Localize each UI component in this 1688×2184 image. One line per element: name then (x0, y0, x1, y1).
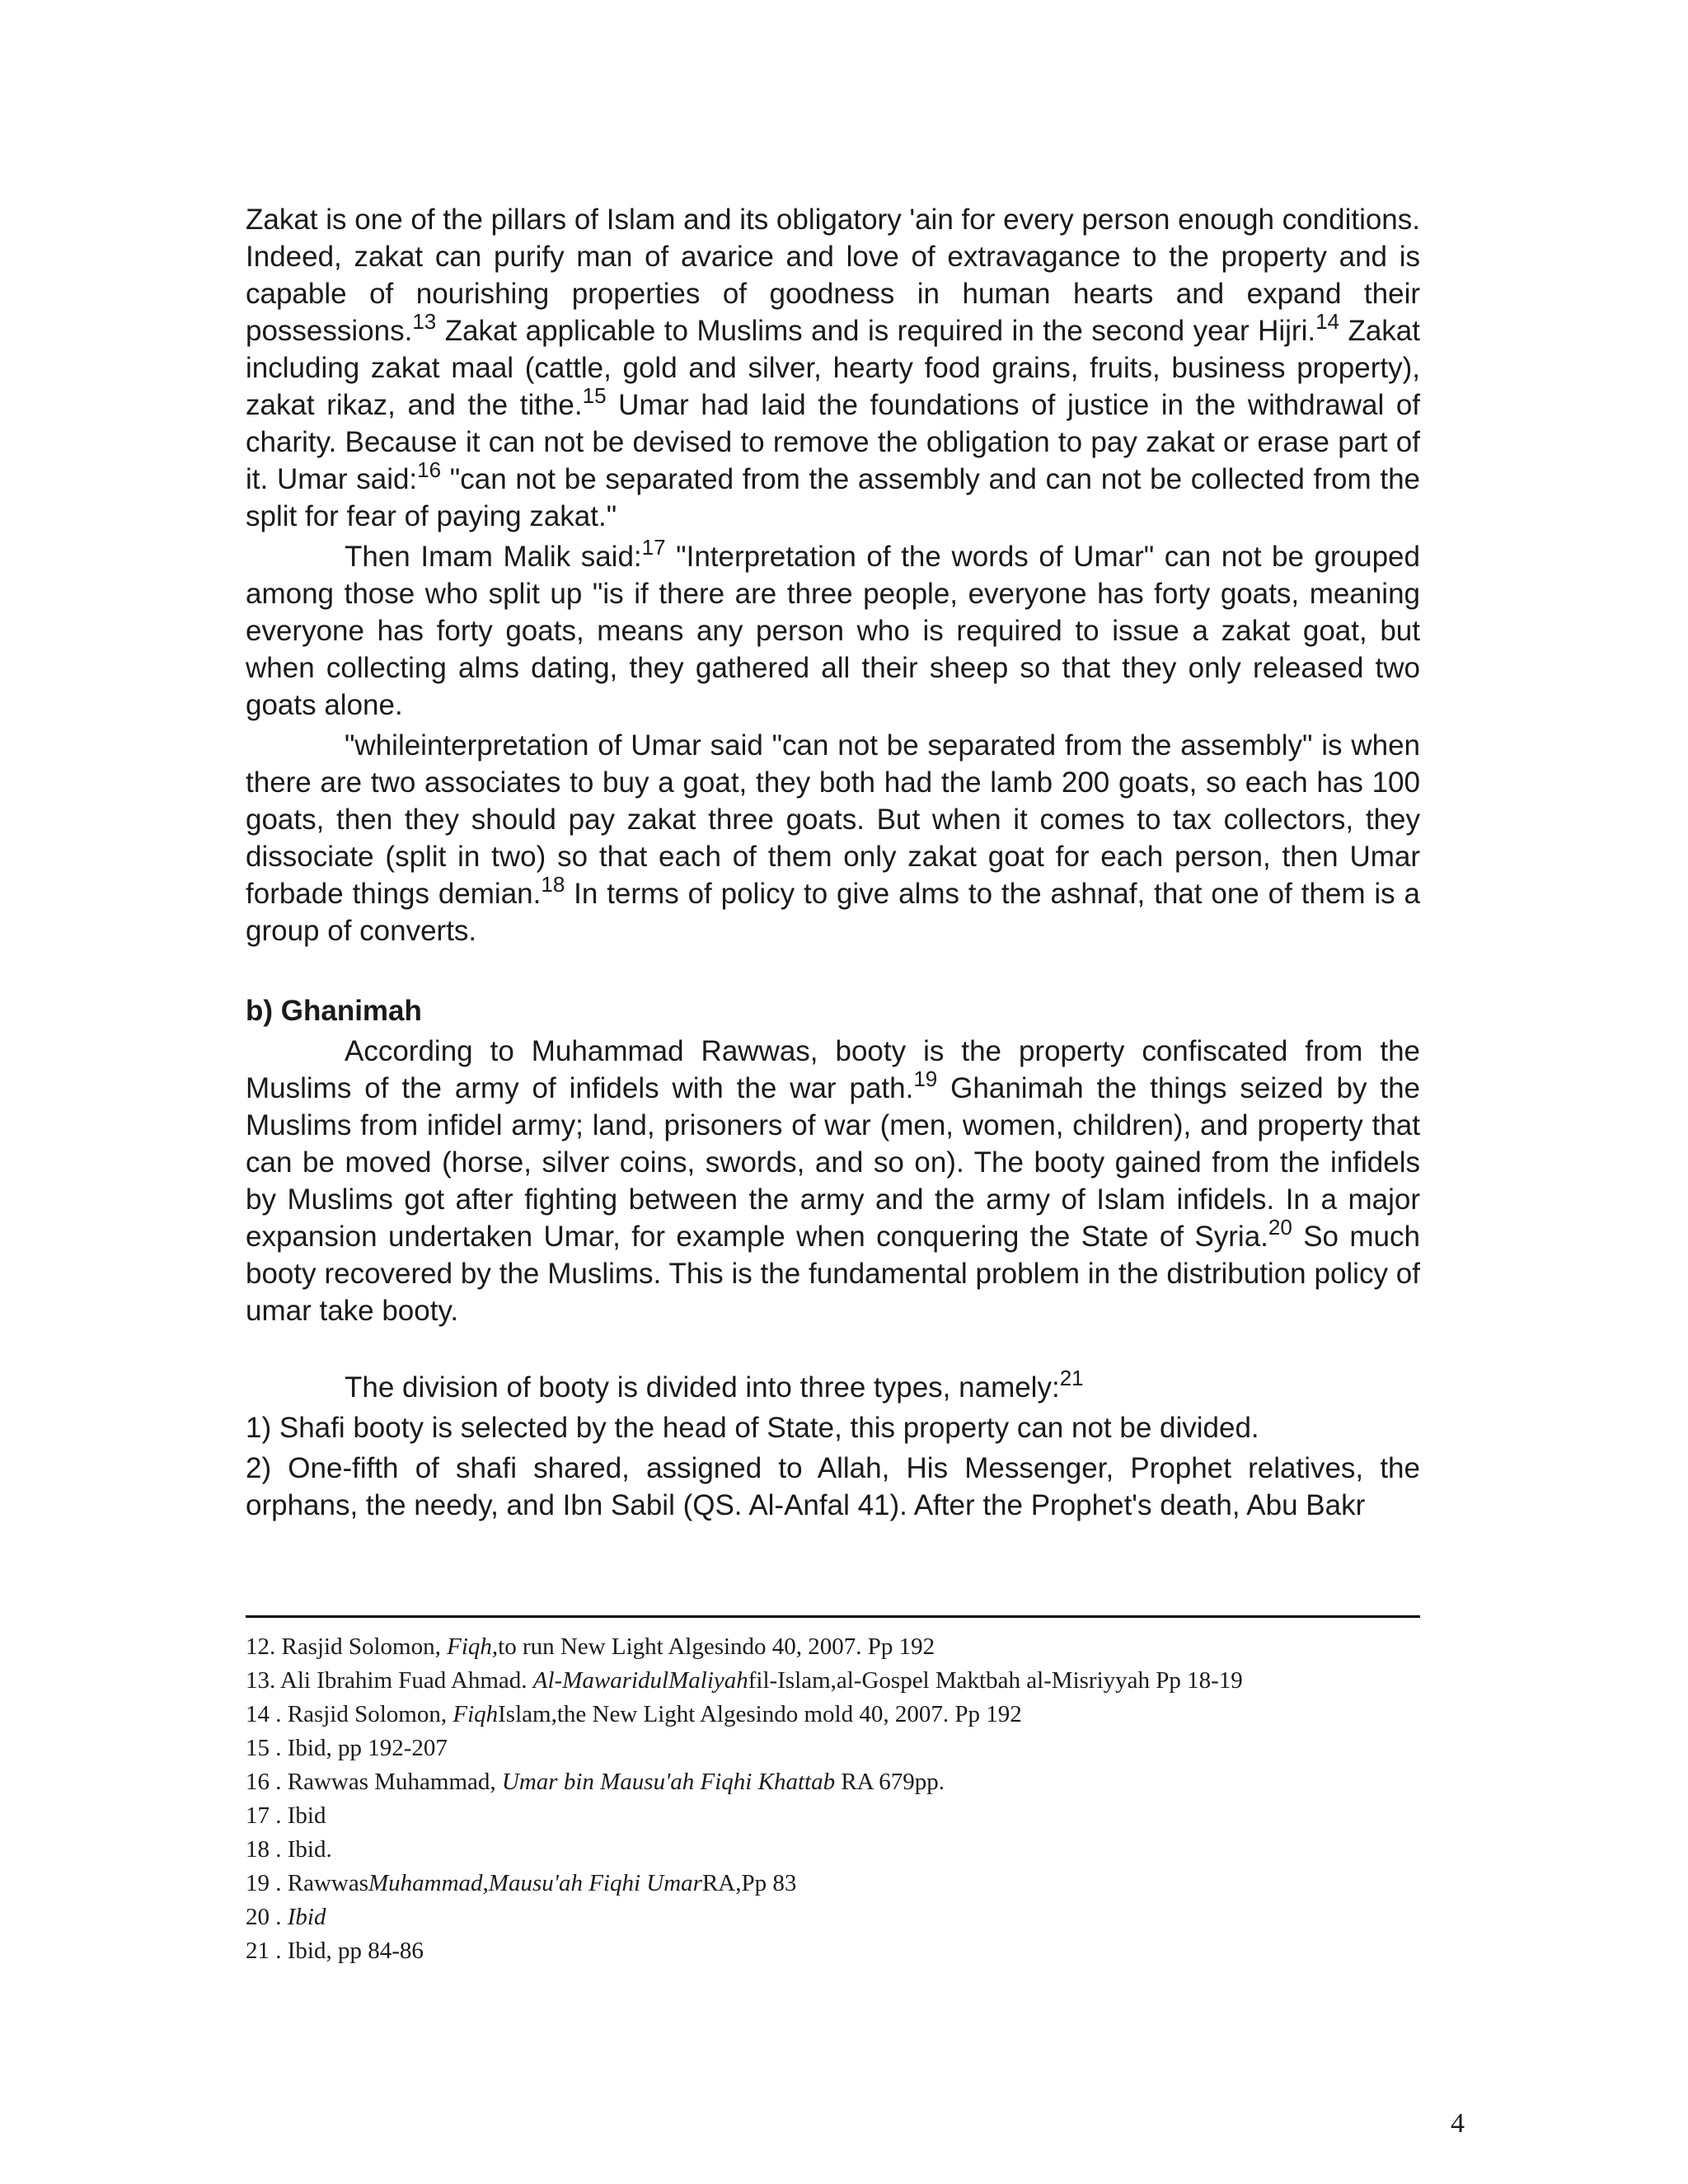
text-run: Zakat applicable to Muslims and is required in the second year Hijri. (436, 315, 1316, 347)
text-run: Zakat including zakat maal (cattle, gold and silver, hearty food grains, fruits, business property), zakat rikaz, and the tithe. (246, 315, 1420, 421)
text-run: According to Muhammad Rawwas, booty is the property confiscated from the Muslims of the army of infidels with the war path. (246, 1035, 1420, 1104)
footnote-21: 21 . Ibid, pp 84-86 (246, 1938, 424, 1964)
text-run: The division of booty is divided into three types, namely: (345, 1371, 1060, 1404)
paragraph-imam-malik (246, 535, 1420, 724)
main-body (246, 201, 1420, 1527)
footnote-text: to run New Light Algesindo 40, 2007. Pp 192 (498, 1633, 935, 1660)
footnote-text: 20 . (246, 1904, 288, 1930)
list-item-2: 2) One-fifth of shafi shared, assigned to Allah, His Messenger, Prophet relatives, the orphans, the needy, and Ibn Sabil (QS. Al-Anfal 41). After the Prophet's death, Abu Bakr (246, 1452, 1420, 1521)
footnote-text: 14 . Rasjid Solomon, (246, 1701, 453, 1727)
footnote-12 (246, 1630, 1482, 1664)
footnote-ref-16[interactable]: 16 (417, 457, 442, 482)
footnote-13 (246, 1664, 1482, 1698)
footnote-18: 18 . Ibid. (246, 1836, 332, 1863)
footnote-italic: Muhammad,Mausu'ah Fiqhi Umar (368, 1870, 702, 1896)
footnote-italic: Fiqh, (447, 1633, 499, 1660)
footnote-text: 16 . Rawwas Muhammad, (246, 1769, 502, 1795)
text-run: Then Imam Malik said: (345, 541, 642, 573)
footnote-ref-20[interactable]: 20 (1268, 1215, 1292, 1240)
footnote-19 (246, 1867, 1482, 1900)
text-run: "can not be separated from the assembly and can not be collected from the split for fear of paying zakat." (246, 463, 1420, 532)
text-run: So much booty recovered by the Muslims. This is the fundamental problem in the distribution policy of umar take booty. (246, 1221, 1420, 1327)
text-run: Zakat is one of the pillars of Islam and its obligatory 'ain for every person enough conditions. Indeed, zakat can purify man of avarice and love of extravagance to the property and is capable of nourishing properties of goodness in human hearts and expand their possessions. (246, 204, 1420, 347)
footnote-15: 15 . Ibid, pp 192-207 (246, 1735, 448, 1761)
footnote-ref-19[interactable]: 19 (913, 1066, 938, 1091)
text-run: "whileinterpretation of Umar said "can not be separated from the assembly" is when there are two associates to buy a goat, they both had the lamb 200 goats, so each has 100 goats, then they should pay zakat three goats. But when it comes to tax collectors, they dissociate (split in two) so that each of them only zakat goat for each person, then Umar forbade things demian. (246, 729, 1420, 910)
footnote-ref-21[interactable]: 21 (1059, 1366, 1084, 1390)
text-run: In terms of policy to give alms to the ashnaf, that one of them is a group of converts. (246, 878, 1420, 947)
footnote-text: 12. Rasjid Solomon, (246, 1633, 448, 1660)
footnote-text: RA 679pp. (835, 1769, 945, 1795)
footnote-separator (246, 1615, 1420, 1618)
footnote-italic: Al-MawaridulMaliyah (532, 1667, 748, 1694)
footnote-17: 17 . Ibid (246, 1802, 326, 1829)
footnote-14 (246, 1698, 1482, 1732)
footnote-ref-18[interactable]: 18 (541, 872, 565, 897)
footnote-text: Islam,the New Light Algesindo mold 40, 2007. Pp 192 (498, 1701, 1022, 1727)
paragraph-ghanimah (246, 1033, 1420, 1329)
footnote-16 (246, 1765, 1482, 1799)
page-number: 4 (1451, 2108, 1465, 2139)
footnote-ref-15[interactable]: 15 (582, 383, 607, 408)
footnote-italic: Umar bin Mausu'ah Fiqhi Khattab (501, 1769, 836, 1795)
text-run: Umar had laid the foundations of justice in the withdrawal of charity. Because it can not be devised to remove the obligation to pay zakat or erase part of it. Umar said: (246, 389, 1421, 495)
footnotes (246, 1630, 1482, 1968)
paragraph-interpretation (246, 727, 1420, 949)
footnote-20 (246, 1900, 1482, 1934)
footnote-ref-14[interactable]: 14 (1315, 309, 1340, 334)
footnote-italic: Fiqh (452, 1701, 499, 1727)
text-run: "Interpretation of the words of Umar" can not be grouped among those who split up "is if there are three people, everyone has forty goats, meaning everyone has forty goats, means any person who is required to issue a zakat goat, but when collecting alms dating, they gathered all their sheep so that they only released two goats alone. (246, 541, 1420, 721)
footnote-text: 19 . Rawwas (246, 1870, 369, 1896)
paragraph-zakat (246, 201, 1420, 535)
footnote-italic: Ibid (287, 1904, 326, 1930)
list-item-1: 1) Shafi booty is selected by the head of State, this property can not be divided. (246, 1412, 1259, 1444)
footnote-text: fil-Islam,al-Gospel Maktbah al-Misriyyah Pp 18-19 (748, 1667, 1243, 1694)
footnote-text: 13. Ali Ibrahim Fuad Ahmad. (246, 1667, 533, 1694)
footnote-text: RA,Pp 83 (701, 1870, 797, 1896)
section-heading-ghanimah: b) Ghanimah (246, 995, 422, 1027)
footnote-ref-13[interactable]: 13 (412, 309, 437, 334)
footnote-ref-17[interactable]: 17 (641, 535, 666, 560)
paragraph-division (246, 1366, 1420, 1406)
text-run: Ghanimah the things seized by the Muslims from infidel army; land, prisoners of war (men, women, children), and property that can be moved (horse, silver coins, swords, and so on). The booty gained from the infidels by Muslims got after fighting between the army and the army of Islam infidels. In a major expansion undertaken Umar, for example when conquering the State of Syria. (246, 1072, 1420, 1253)
